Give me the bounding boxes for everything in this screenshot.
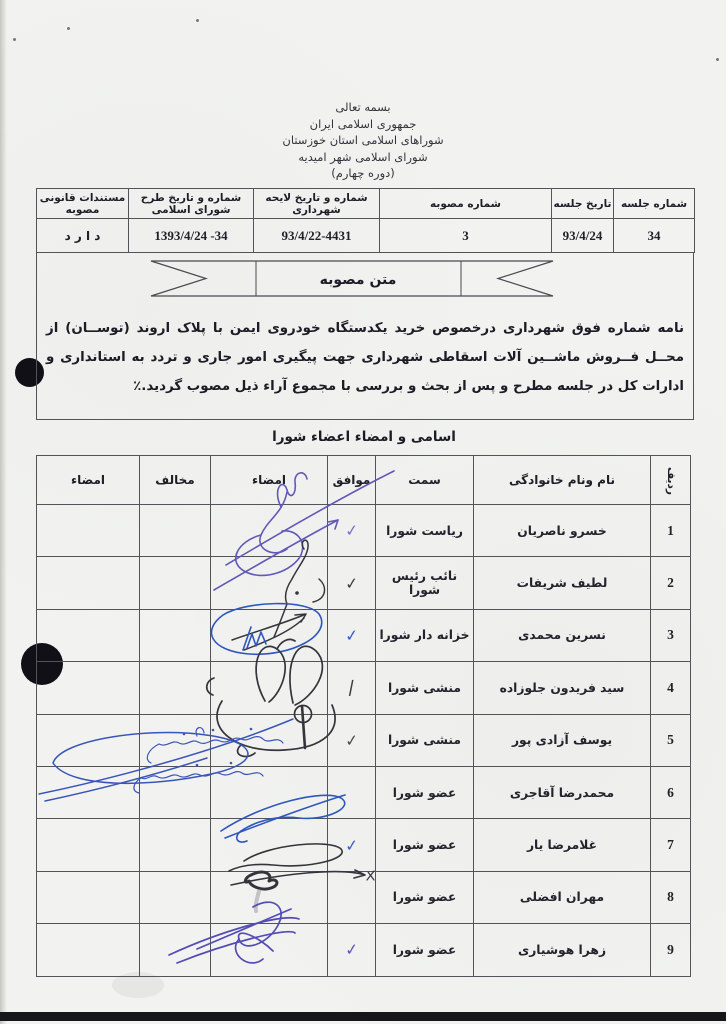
member-row-7 <box>37 819 691 871</box>
member-signature2-cell-1 <box>37 505 140 557</box>
member-signature2-cell-2 <box>37 557 140 609</box>
member-row-3 <box>37 609 691 661</box>
members-table-body <box>37 505 691 977</box>
member-signature-cell-3 <box>211 609 328 661</box>
resolution-body-text: نامه شماره فوق شهرداری درخصوص خرید یکدستگاه خودروی ایمن با پلاک اروند (توســان) از محــل فــروش ماشــین آلات اسقاطی شهرداری جهت پیگیری امور جاری و تردد به استانداری و ادارات کل در جلسه مطرح و پس از بحث و بررسی با مجموع آراء ذیل مصوب گردید.٪ <box>46 321 684 394</box>
member-signature2-cell-8 <box>37 871 140 923</box>
member-signature2-cell-7 <box>37 819 140 871</box>
member-agree-cell-2 <box>328 557 376 609</box>
member-vote-mark-4: / <box>347 676 356 700</box>
members-table-header <box>37 456 691 505</box>
member-signature-cell-7 <box>211 819 328 871</box>
info-header-3: شماره و تاریخ لایحه شهرداری <box>254 189 380 219</box>
member-oppose-cell-1 <box>140 505 211 557</box>
member-name-9: زهرا هوشیاری <box>474 924 651 976</box>
member-agree-cell-5 <box>328 714 376 766</box>
members-header-oppose: مخالف <box>140 456 211 505</box>
member-signature2-cell-4 <box>37 662 140 714</box>
member-no-7: 7 <box>651 819 691 871</box>
member-oppose-cell-6 <box>140 766 211 818</box>
info-value-text-5: د ا ر د <box>64 228 101 243</box>
member-signature-cell-1 <box>211 505 328 557</box>
member-row-5 <box>37 714 691 766</box>
member-no-4: 4 <box>651 662 691 714</box>
info-value-5 <box>37 219 129 253</box>
member-oppose-cell-7 <box>140 819 211 871</box>
member-no-5: 5 <box>651 714 691 766</box>
members-signature-table <box>36 455 691 977</box>
member-position-8: عضو شورا <box>376 871 474 923</box>
member-no-2: 2 <box>651 557 691 609</box>
member-no-6: 6 <box>651 766 691 818</box>
member-position-4: منشی شورا <box>376 662 474 714</box>
member-position-5: منشی شورا <box>376 714 474 766</box>
member-vote-mark-1: ✓ <box>343 520 360 541</box>
member-row-1 <box>37 505 691 557</box>
info-value-text-0: 34 <box>647 227 661 243</box>
info-header-2: شماره مصوبه <box>380 189 552 219</box>
member-signature-cell-2 <box>211 557 328 609</box>
members-header-row <box>37 456 691 505</box>
member-signature2-cell-9 <box>37 924 140 976</box>
session-info-header <box>37 189 695 219</box>
member-agree-cell-3 <box>328 609 376 661</box>
letterhead-line-basmala: بسمه تعالی <box>335 100 391 114</box>
info-value-2 <box>380 219 552 253</box>
member-signature-cell-9 <box>211 924 328 976</box>
member-position-6: عضو شورا <box>376 766 474 818</box>
members-header-row-number-label: ردیف <box>664 467 677 495</box>
members-header-signature: امضاء <box>211 456 328 505</box>
member-position-3: خزانه دار شورا <box>376 609 474 661</box>
member-signature-cell-8 <box>211 871 328 923</box>
member-agree-cell-1 <box>328 505 376 557</box>
member-signature-cell-6 <box>211 766 328 818</box>
member-no-1: 1 <box>651 505 691 557</box>
member-signature-cell-5 <box>211 714 328 766</box>
member-agree-cell-7 <box>328 819 376 871</box>
members-header-signature-2: امضاء <box>37 456 140 505</box>
session-info-values <box>37 219 695 253</box>
member-no-3: 3 <box>651 609 691 661</box>
session-info-header-row <box>37 189 695 219</box>
member-position-9: عضو شورا <box>376 924 474 976</box>
members-header-name: نام ونام خانوادگی <box>474 456 651 505</box>
members-header-position: سمت <box>376 456 474 505</box>
member-oppose-cell-3 <box>140 609 211 661</box>
member-position-7: عضو شورا <box>376 819 474 871</box>
info-value-text-3: 93/4/22-4431 <box>281 227 352 243</box>
member-agree-cell-4 <box>328 662 376 714</box>
info-value-text-4: 1393/4/24 -34 <box>154 227 228 243</box>
letterhead-line-country: جمهوری اسلامی ایران <box>309 116 417 131</box>
member-no-8: 8 <box>651 871 691 923</box>
members-section-title: اسامی و امضاء اعضاء شورا <box>272 429 456 445</box>
member-name-8: مهران افضلی <box>474 871 651 923</box>
member-agree-cell-8 <box>328 871 376 923</box>
info-header-1: تاریخ جلسه <box>552 189 614 219</box>
member-vote-mark-3: ✓ <box>343 625 360 646</box>
banner-label: متن مصوبه <box>319 272 397 288</box>
info-value-1 <box>552 219 614 253</box>
member-name-5: یوسف آزادی پور <box>474 714 651 766</box>
letterhead-line-term: (دوره چهارم) <box>331 166 395 180</box>
info-header-5: مستندات قانونی مصوبه <box>37 189 129 219</box>
member-name-1: خسرو ناصریان <box>474 505 651 557</box>
member-agree-cell-6 <box>328 766 376 818</box>
resolution-banner <box>37 252 693 306</box>
letterhead-line-city-council: شورای اسلامی شهر امیدیه <box>298 149 428 164</box>
scan-speck <box>13 38 16 41</box>
scan-speck <box>67 27 70 30</box>
member-name-4: سید فریدون جلوزاده <box>474 662 651 714</box>
resolution-text-box <box>36 252 694 420</box>
member-oppose-cell-2 <box>140 557 211 609</box>
info-value-text-1: 93/4/24 <box>562 227 603 243</box>
session-info-value-row <box>37 219 695 253</box>
member-position-1: ریاست شورا <box>376 505 474 557</box>
document-letterhead <box>0 99 726 182</box>
member-name-7: غلامرضا یار <box>474 819 651 871</box>
scan-speck <box>196 19 199 22</box>
member-oppose-cell-9 <box>140 924 211 976</box>
scan-bottom-edge <box>0 1012 726 1021</box>
member-signature2-cell-3 <box>37 609 140 661</box>
info-value-text-2: 3 <box>462 227 469 243</box>
member-oppose-cell-5 <box>140 714 211 766</box>
members-header-row-number <box>651 456 691 505</box>
info-value-3 <box>254 219 380 253</box>
info-value-0 <box>614 219 695 253</box>
member-row-6 <box>37 766 691 818</box>
member-signature2-cell-6 <box>37 766 140 818</box>
scan-speck <box>716 58 719 61</box>
member-oppose-cell-8 <box>140 871 211 923</box>
member-position-2: نائب رئیس شورا <box>376 557 474 609</box>
member-signature-cell-4 <box>211 662 328 714</box>
letterhead-line-province: شوراهای اسلامی استان خوزستان <box>282 133 444 147</box>
member-vote-mark-2: ✓ <box>343 572 360 594</box>
member-row-2 <box>37 557 691 609</box>
info-header-4: شماره و تاریخ طرح شورای اسلامی <box>129 189 254 219</box>
member-no-9: 9 <box>651 924 691 976</box>
member-name-2: لطیف شریفات <box>474 557 651 609</box>
member-row-4 <box>37 662 691 714</box>
member-row-9 <box>37 924 691 976</box>
member-agree-cell-9 <box>328 924 376 976</box>
member-row-8 <box>37 871 691 923</box>
session-info-table <box>36 188 695 253</box>
member-oppose-cell-4 <box>140 662 211 714</box>
members-header-agree: موافق <box>328 456 376 505</box>
member-vote-mark-5: ✓ <box>343 730 360 751</box>
info-header-0: شماره جلسه <box>614 189 695 219</box>
info-value-4 <box>129 219 254 253</box>
member-name-6: محمدرضا آقاجری <box>474 766 651 818</box>
member-name-3: نسرین محمدی <box>474 609 651 661</box>
member-vote-mark-9: ✓ <box>343 939 360 960</box>
member-vote-mark-7: ✓ <box>343 834 360 856</box>
member-signature2-cell-5 <box>37 714 140 766</box>
